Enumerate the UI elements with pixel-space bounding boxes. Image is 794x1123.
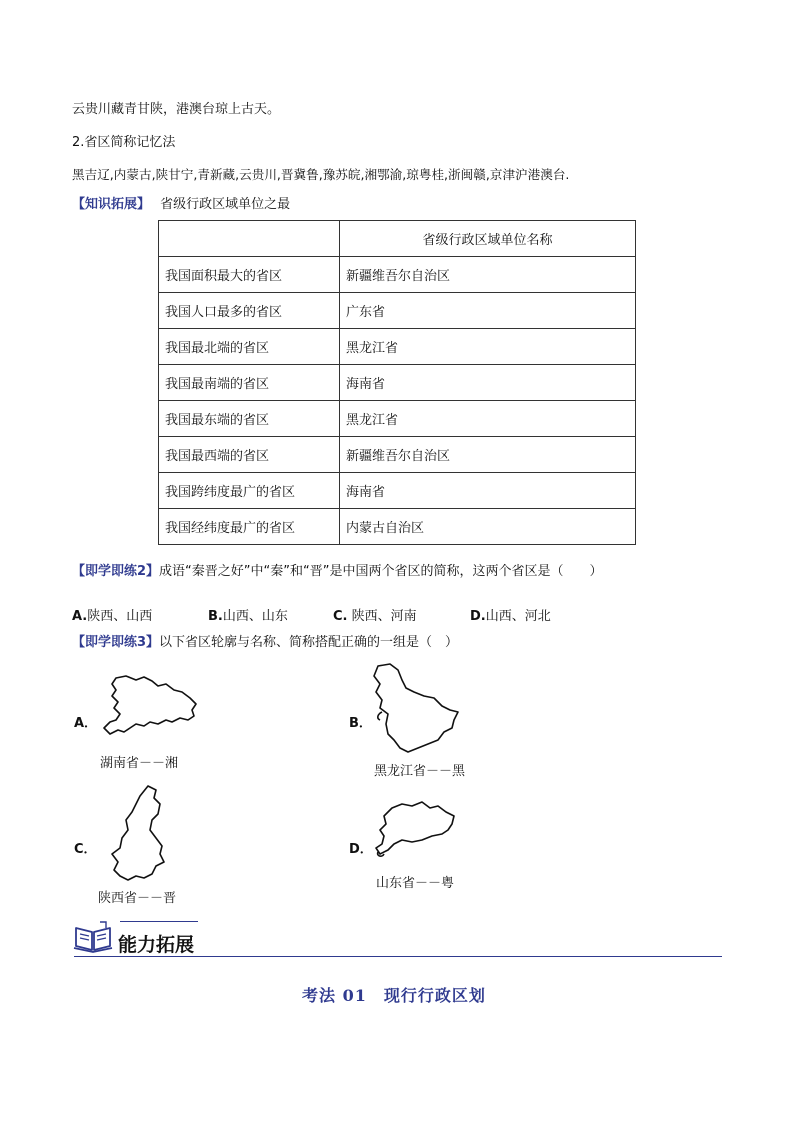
practice2-tag: 【即学即练2】 <box>72 564 160 579</box>
table-cell: 新疆维吾尔自治区 <box>340 257 636 293</box>
table-row <box>159 293 636 329</box>
table-row <box>159 365 636 401</box>
province-outline-d <box>372 800 458 858</box>
map-option-c-letter[interactable]: C． <box>74 842 97 857</box>
map-option-a-caption: 湖南省－－湘 <box>100 756 179 771</box>
practice2-question-line <box>72 563 602 581</box>
map-option-a-letter[interactable]: A． <box>74 716 98 731</box>
table-row <box>159 329 636 365</box>
table-cell: 我国经纬度最广的省区 <box>159 509 340 545</box>
practice3-question: 以下省区轮廓与名称、简称搭配正确的一组是（ ） <box>159 635 459 650</box>
section-heading-abbr: 2.省区简称记忆法 <box>72 135 176 150</box>
map-option-b-letter[interactable]: B． <box>349 716 372 731</box>
practice2-question: 成语“秦晋之好”中“秦”和“晋”是中国两个省区的简称，这两个省区是（ ） <box>159 564 603 579</box>
table-header-cell <box>159 221 340 257</box>
table-cell: 黑龙江省 <box>340 329 636 365</box>
table-cell: 内蒙古自治区 <box>340 509 636 545</box>
practice3-tag: 【即学即练3】 <box>72 635 160 650</box>
option-letter: C. <box>333 609 348 624</box>
table-cell: 我国最南端的省区 <box>159 365 340 401</box>
table-cell: 我国最东端的省区 <box>159 401 340 437</box>
option-c[interactable] <box>333 605 417 624</box>
option-a[interactable] <box>72 605 152 624</box>
section-title-overline <box>120 921 198 922</box>
table-cell: 海南省 <box>340 365 636 401</box>
option-text: 陕西、山西 <box>87 609 153 624</box>
table-cell: 我国人口最多的省区 <box>159 293 340 329</box>
rhyme-line: 云贵川藏青甘陕，港澳台琼上古天。 <box>72 102 281 117</box>
abbr-line: 黑吉辽,内蒙古,陕甘宁,青新藏,云贵川,晋冀鲁,豫苏皖,湘鄂渝,琼粤桂,浙闽赣,京津沪港澳台. <box>72 167 570 182</box>
province-records-table <box>158 220 636 545</box>
knowledge-title: 省级行政区域单位之最 <box>160 197 291 212</box>
knowledge-heading <box>72 196 290 214</box>
option-text: 陕西、河南 <box>347 609 417 624</box>
table-row <box>159 473 636 509</box>
table-cell: 我国最北端的省区 <box>159 329 340 365</box>
option-letter: D. <box>470 609 486 624</box>
table-row <box>159 437 636 473</box>
table-cell: 我国最西端的省区 <box>159 437 340 473</box>
table-row <box>159 257 636 293</box>
option-text: 山西、河北 <box>485 609 551 624</box>
option-b[interactable] <box>208 605 288 624</box>
table-header-row <box>159 221 636 257</box>
table-cell: 广东省 <box>340 293 636 329</box>
open-book-icon <box>72 920 114 954</box>
map-option-d-letter[interactable]: D． <box>349 842 373 857</box>
map-option-b-caption: 黑龙江省－－黑 <box>374 764 466 779</box>
option-text: 山西、山东 <box>222 609 288 624</box>
table-cell: 我国跨纬度最广的省区 <box>159 473 340 509</box>
province-outline-c <box>106 784 168 882</box>
option-letter: B. <box>208 609 223 624</box>
kaofa-subtitle: 考法 01 现行行政区划 <box>302 986 486 1005</box>
table-cell: 黑龙江省 <box>340 401 636 437</box>
section-title: 能力拓展 <box>118 934 195 956</box>
table-cell: 海南省 <box>340 473 636 509</box>
map-option-c-caption: 陕西省－－晋 <box>98 891 177 906</box>
section-divider <box>74 956 722 957</box>
option-letter: A. <box>72 609 88 624</box>
table-cell: 我国面积最大的省区 <box>159 257 340 293</box>
table-row <box>159 509 636 545</box>
map-option-d-caption: 山东省－－粤 <box>376 876 455 891</box>
table-cell: 新疆维吾尔自治区 <box>340 437 636 473</box>
knowledge-tag: 【知识拓展】 <box>72 197 151 212</box>
table-row <box>159 401 636 437</box>
province-outline-a <box>96 672 200 738</box>
table-header-cell: 省级行政区域单位名称 <box>340 221 636 257</box>
province-outline-b <box>368 662 464 756</box>
option-d[interactable] <box>470 605 551 624</box>
practice3-question-line <box>72 634 458 652</box>
